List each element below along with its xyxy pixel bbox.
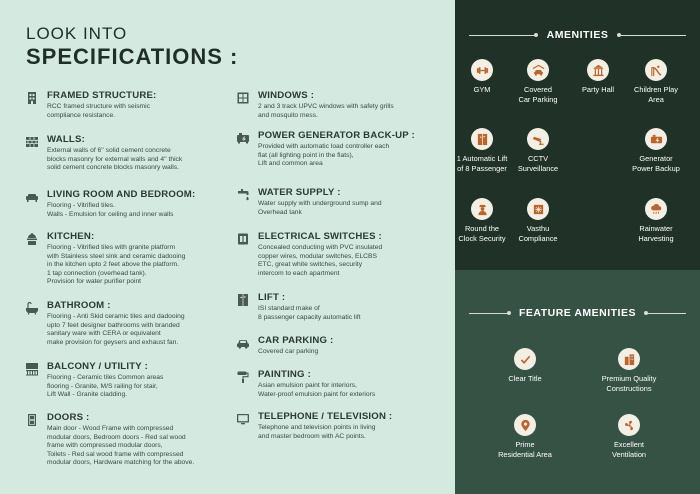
spec-car-parking xyxy=(236,335,446,357)
amenity-generator-backup xyxy=(616,128,696,173)
divider-line xyxy=(646,313,686,314)
feature-label: Prime Residential Area xyxy=(498,440,552,459)
water-tap-icon xyxy=(236,188,250,202)
spec-text: Flooring - Vitrified tiles. Walls - Emulsion for ceiling and inner walls xyxy=(47,202,174,218)
spec-kitchen xyxy=(25,231,230,287)
spec-text: ISI standard make of 8 passenger capacity automatic lift xyxy=(258,305,361,321)
door-icon xyxy=(25,413,39,427)
spec-text: Concealed conducting with PVC insulated copper wires, modular switches, ELCBS ETC, great white switches, security intercom to each apartment xyxy=(258,244,383,277)
spec-title: TELEPHONE / TELEVISION : xyxy=(258,411,393,422)
amenity-label: Vasthu Compliance xyxy=(518,224,558,243)
feature-clear-title xyxy=(485,348,565,384)
spec-text: Asian emulsion paint for interiors, Water-proof emulsion paint for exteriors xyxy=(258,382,376,398)
feature-amenities-title: FEATURE AMENITIES xyxy=(518,307,636,319)
amenity-label: Party Hall xyxy=(581,85,615,94)
spec-lift xyxy=(236,292,446,322)
spec-balcony xyxy=(25,361,230,400)
generator-icon xyxy=(650,133,663,146)
amenity-label: Round the Clock Security xyxy=(458,224,506,243)
slide-icon xyxy=(650,64,663,77)
party-hall-icon xyxy=(592,64,605,77)
spec-title: FRAMED STRUCTURE: xyxy=(47,90,157,101)
amenity-label: GYM xyxy=(473,85,491,94)
amenity-label: Covered Car Parking xyxy=(518,85,558,104)
amenities-title: AMENITIES xyxy=(546,29,609,41)
spec-painting xyxy=(236,369,446,399)
feature-label: Premium Quality Constructions xyxy=(601,374,657,393)
vastu-icon xyxy=(532,203,545,216)
paint-roller-icon xyxy=(236,370,250,384)
spec-title: ELECTRICAL SWITCHES : xyxy=(258,231,382,242)
amenity-children-play-area xyxy=(616,59,696,104)
feature-label: Clear Title xyxy=(508,374,542,383)
amenity-label: Generator Power Backup xyxy=(632,154,680,173)
feature-prime-residential xyxy=(485,414,565,459)
spec-title: WINDOWS : xyxy=(258,90,315,101)
feature-label: Excellent Ventilation xyxy=(611,440,647,459)
spec-text: Telephone and television points in living and master bedroom with AC points. xyxy=(258,424,376,440)
check-icon xyxy=(519,353,532,366)
amenities-panel xyxy=(455,0,700,494)
spec-text: Main door - Wood Frame with compressed modular doors, Bedroom doors - Red sal wood frame with compressed modular doors, Toilets - Red sal wood frame with compressed modular doors, Hardware matching for the above. xyxy=(47,425,195,467)
spec-text: Flooring - Vitrified tiles with granite platform with Stainless steel sink and ceramic dadooing in the kitchen upto 2 feet above the platform. 1 tap connection (overhead tank). Provision for water purifier point xyxy=(47,244,186,286)
spec-title: DOORS : xyxy=(47,412,90,423)
bathtub-icon xyxy=(25,301,39,315)
building-icon xyxy=(623,353,636,366)
amenity-cctv xyxy=(498,128,578,173)
building-icon xyxy=(25,91,39,105)
spec-windows xyxy=(236,90,446,120)
spec-text: Flooring - Anti Skid ceramic tiles and dadooing upto 7 feet designer bathrooms with branded sanitary ware with CERA or equivalent make provision for geysers and exhaust fan. xyxy=(47,313,185,346)
spec-living-room xyxy=(25,189,230,219)
spec-title: LIFT : xyxy=(258,292,286,303)
spec-text: 2 and 3 track UPVC windows with safety grills and mosquito mess. xyxy=(258,103,394,119)
spec-title: POWER GENERATOR BACK-UP : xyxy=(258,130,415,141)
amenity-label: Rainwater Harvesting xyxy=(638,224,674,243)
amenity-label: Children Play Area xyxy=(634,85,678,104)
amenity-label: 1 Automatic Lift of 8 Passenger xyxy=(456,154,508,173)
spec-water-supply xyxy=(236,187,446,217)
spec-text: Covered car parking xyxy=(258,348,319,355)
spec-title: WALLS: xyxy=(47,134,85,145)
amenity-vasthu xyxy=(498,198,578,243)
window-icon xyxy=(236,91,250,105)
spec-power-generator xyxy=(236,130,446,169)
cctv-icon xyxy=(532,133,545,146)
spec-electrical-switches xyxy=(236,231,446,278)
lift-icon xyxy=(476,133,489,146)
spec-bathroom xyxy=(25,300,230,347)
fan-icon xyxy=(623,419,636,432)
television-icon xyxy=(236,412,250,426)
security-guard-icon xyxy=(476,203,489,216)
spec-text: Flooring - Ceramic tiles Common areas flooring - Granite, M/S railing for stair, Lift Wall - Granite cladding. xyxy=(47,374,164,399)
spec-text: Water supply with underground sump and Overhead tank xyxy=(258,200,382,216)
generator-icon xyxy=(236,131,250,145)
spec-title: KITCHEN: xyxy=(47,231,95,242)
amenities-section xyxy=(455,0,700,270)
spec-text: RCC framed structure with seismic compliance resistance. xyxy=(47,103,150,119)
feature-excellent-ventilation xyxy=(589,414,669,459)
spec-title: LIVING ROOM AND BEDROOM: xyxy=(47,189,196,200)
lift-icon xyxy=(236,293,250,307)
amenity-label: CCTV Surveillance xyxy=(517,154,559,173)
divider-line xyxy=(619,35,686,36)
spec-title: WATER SUPPLY : xyxy=(258,187,341,198)
spec-framed-structure xyxy=(25,90,230,120)
spec-doors xyxy=(25,412,230,468)
spec-telephone-television xyxy=(236,411,446,441)
spec-title: BALCONY / UTILITY : xyxy=(47,361,148,372)
car-parking-icon xyxy=(532,64,545,77)
spec-text: Provided with automatic load controller each flat (all lighting point in the flats), Lift and common area xyxy=(258,143,390,168)
amenity-rainwater-harvesting xyxy=(616,198,696,243)
location-pin-icon xyxy=(519,419,532,432)
spec-title: CAR PARKING : xyxy=(258,335,334,346)
car-icon xyxy=(236,336,250,350)
wall-icon xyxy=(25,135,39,149)
kitchen-icon xyxy=(25,232,39,246)
feature-amenities-section xyxy=(455,270,700,494)
spec-title: PAINTING : xyxy=(258,369,311,380)
rain-cloud-icon xyxy=(650,203,663,216)
sofa-icon xyxy=(25,190,39,204)
spec-text: External walls of 6'' solid cement concrete blocks masonry for external walls and 4'' thick solid cement concrete blocks masonry walls. xyxy=(47,147,183,172)
dumbbell-icon xyxy=(476,64,489,77)
heading-look-into: LOOK INTO xyxy=(26,24,128,43)
balcony-icon xyxy=(25,362,39,376)
heading-specifications: SPECIFICATIONS : xyxy=(26,44,239,69)
switch-icon xyxy=(236,232,250,246)
spec-title: BATHROOM : xyxy=(47,300,111,311)
feature-premium-quality xyxy=(589,348,669,393)
spec-walls xyxy=(25,134,230,173)
